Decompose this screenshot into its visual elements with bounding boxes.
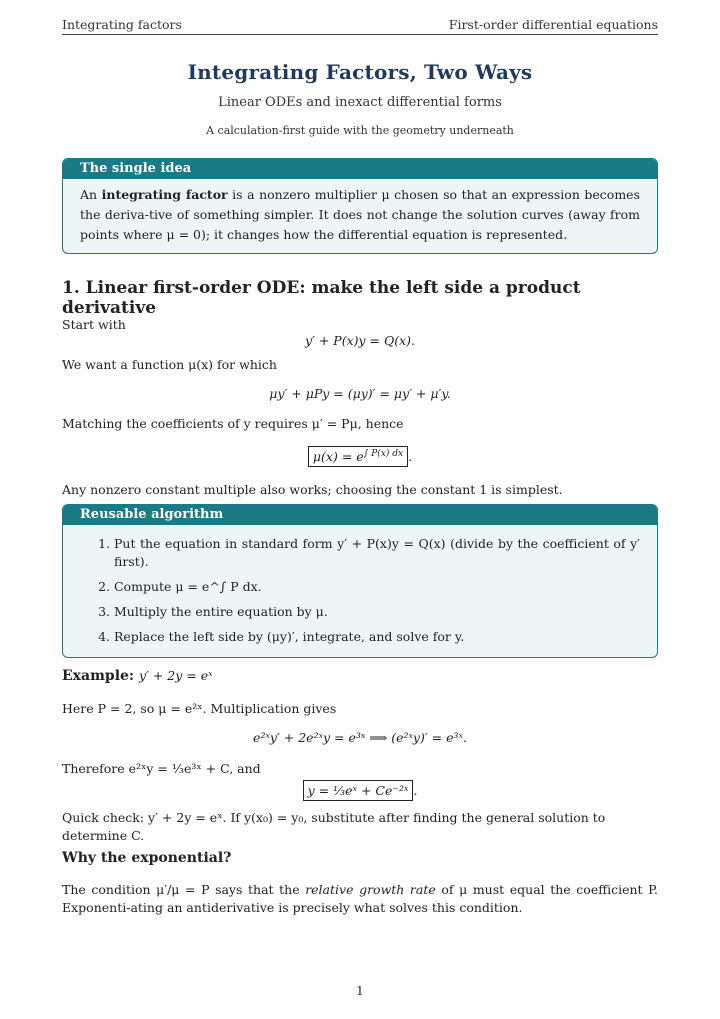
why-text-1: The condition μ′/μ = P says that the [62, 882, 306, 897]
single-idea-text [63, 179, 657, 253]
example-solution: y = ⅓eˣ + Ce⁻²ˣ . [62, 780, 658, 801]
why-text [62, 881, 658, 917]
example-equation: y′ + 2y = eˣ [138, 668, 213, 683]
example-here-text: Here P = 2, so μ = e²ˣ. Multiplication gives [62, 701, 337, 716]
equation-standard-form: y′ + P(x)y = Q(x). [304, 333, 416, 348]
algorithm-step: 3. Multiply the entire equation by μ. [114, 601, 640, 626]
matching-text: Matching the coefficients of y requires μ′ = Pμ, hence [62, 416, 404, 431]
equation-product-rule: μy′ + μPy = (μy)′ = μy′ + μ′y. [269, 386, 451, 401]
boxed-formula [308, 446, 408, 467]
why-text-2: of μ must equal the coefficient P. Exponenti-ating an antiderivative is precisely what solves this condition. [62, 882, 659, 915]
idea-term: integrating factor [101, 187, 228, 202]
formula-exponent: ∫ P(x) dx [363, 449, 404, 459]
header-right: First-order differential equations [448, 17, 658, 32]
document-title: Integrating Factors, Two Ways [187, 60, 533, 84]
idea-text-2: is a nonzero multiplier μ chosen so that an expression becomes the deriva-tive of something simpler. It does not change the solution curves (away from points where μ = 0); it changes how the differential equation is represented. [80, 187, 640, 242]
page [62, 0, 658, 1019]
quick-check-text: Quick check: y′ + 2y = eˣ. If y(x₀) = y₀, substitute after finding the general solution to determine C. [62, 810, 606, 843]
example-multiplied-equation: e²ˣy′ + 2e²ˣy = e³ˣ ⟹ (e²ˣy)′ = e³ˣ. [253, 730, 467, 745]
algorithm-list [80, 533, 640, 651]
example-label: Example: [62, 668, 135, 684]
section-1-heading: 1. Linear first-order ODE: make the left side a product derivative [62, 278, 581, 318]
start-with-text: Start with [62, 317, 126, 332]
why-emphasis: relative growth rate [305, 882, 436, 897]
boxed-solution: y = ⅓eˣ + Ce⁻²ˣ [303, 780, 414, 801]
header-rule [62, 34, 658, 35]
constant-multiple-text: Any nonzero constant multiple also works; choosing the constant 1 is simplest. [62, 482, 563, 497]
equation-integrating-factor: $\mu(x) = e^{\int P(x) dx}$ . [62, 446, 658, 467]
single-idea-box [62, 158, 658, 254]
single-idea-heading: The single idea [63, 159, 657, 179]
reusable-algorithm-box [62, 504, 658, 658]
algorithm-heading: Reusable algorithm [63, 505, 657, 525]
algorithm-steps [63, 525, 657, 657]
document-subtitle: Linear ODEs and inexact differential forms [218, 95, 502, 110]
page-number: 1 [356, 984, 364, 998]
header-left: Integrating factors [62, 17, 182, 32]
formula-base: μ(x) = e [312, 449, 364, 464]
example-therefore-text: Therefore e²ˣy = ⅓e³ˣ + C, and [62, 761, 261, 776]
algorithm-step: 2. Compute μ = e^∫ P dx. [114, 576, 640, 601]
algorithm-step: 4. Replace the left side by (μy)′, integrate, and solve for y. [114, 626, 640, 651]
we-want-text: We want a function μ(x) for which [62, 357, 277, 372]
document-tagline: A calculation-first guide with the geometry underneath [206, 124, 514, 137]
algorithm-step: 1. Put the equation in standard form y′ + P(x)y = Q(x) (divide by the coefficient of y′ first). [114, 533, 640, 576]
why-heading: Why the exponential? [62, 850, 232, 866]
example-heading [62, 668, 213, 684]
idea-text-1: An [80, 187, 102, 202]
